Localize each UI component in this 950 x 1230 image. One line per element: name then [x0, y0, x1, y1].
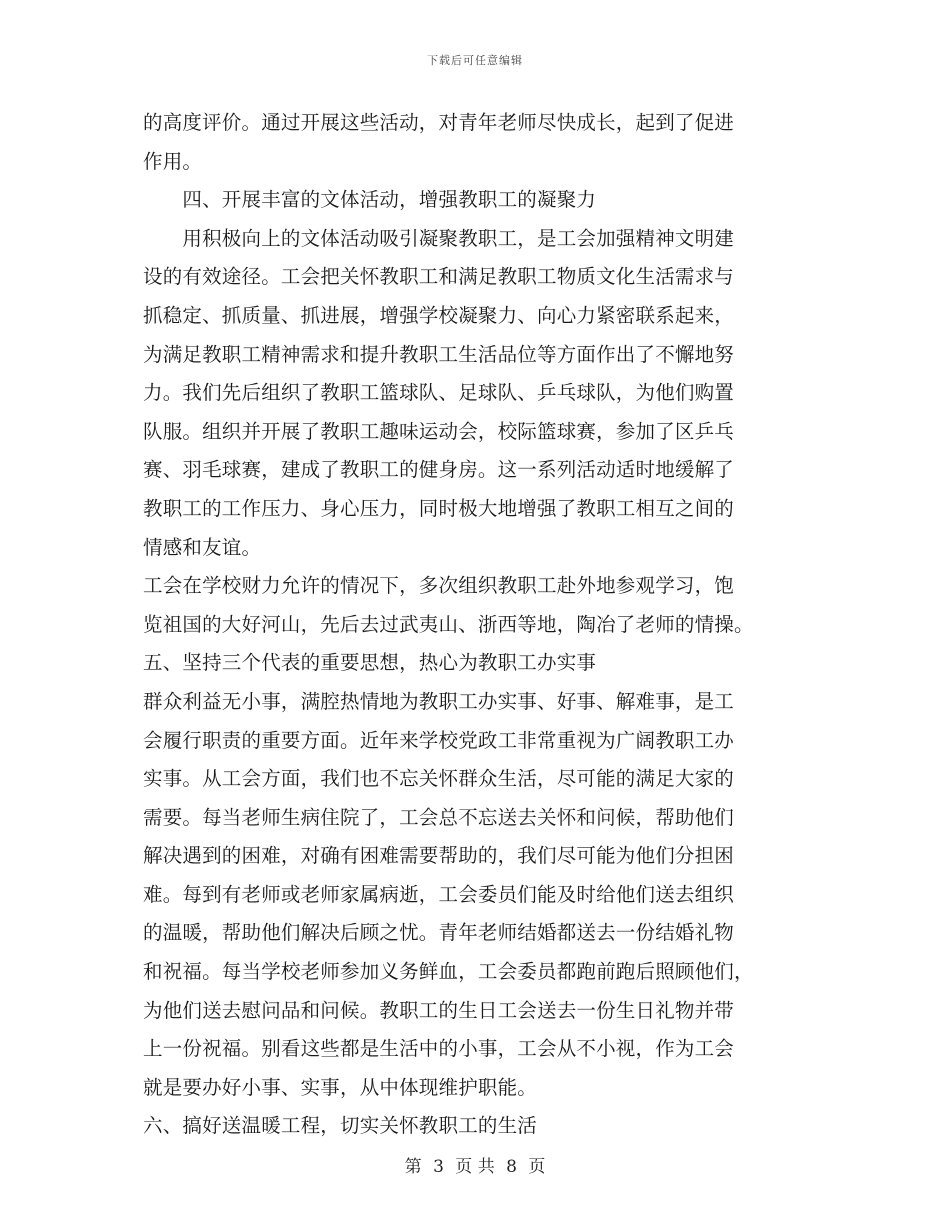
page-header: 下载后可任意编辑 — [427, 54, 523, 67]
text-line: 群众利益无小事，满腔热情地为教职工办实事、好事、解难事，是工 — [143, 689, 735, 713]
text-line: 需要。每当老师生病住院了，工会总不忘送去关怀和问候，帮助他们 — [143, 805, 735, 829]
text-line: 抓稳定、抓质量、抓进展，增强学校凝聚力、向心力紧密联系起来， — [143, 303, 735, 327]
section-heading: 五、坚持三个代表的重要思想，热心为教职工办实事 — [143, 651, 597, 675]
text-line: 为满足教职工精神需求和提升教职工生活品位等方面作出了不懈地努 — [143, 342, 735, 366]
text-line: 用积极向上的文体活动吸引凝聚教职工，是工会加强精神文明建 — [143, 226, 735, 250]
text-line: 览祖国的大好河山，先后去过武夷山、浙西等地，陶冶了老师的情操。 — [143, 612, 754, 636]
text-line: 设的有效途径。工会把关怀教职工和满足教职工物质文化生活需求与 — [143, 265, 735, 289]
text-line: 赛、羽毛球赛，建成了教职工的健身房。这一系列活动适时地缓解了 — [143, 458, 735, 482]
text-line: 实事。从工会方面，我们也不忘关怀群众生活，尽可能的满足大家的 — [143, 767, 735, 791]
text-line: 为他们送去慰问品和问候。教职工的生日工会送去一份生日礼物并带 — [143, 998, 735, 1022]
text-line: 就是要办好小事、实事，从中体现维护职能。 — [143, 1075, 538, 1099]
text-line: 队服。组织并开展了教职工趣味运动会，校际篮球赛，参加了区乒乓 — [143, 419, 735, 443]
text-line: 的高度评价。通过开展这些活动，对青年老师尽快成长，起到了促进 — [143, 111, 735, 134]
page-footer — [0, 1152, 950, 1177]
text-line: 解决遇到的困难，对确有困难需要帮助的，我们尽可能为他们分担困 — [143, 844, 735, 868]
text-line: 上一份祝福。别看这些都是生活中的小事，工会从不小视，作为工会 — [143, 1037, 735, 1061]
text-line: 力。我们先后组织了教职工篮球队、足球队、乒乓球队，为他们购置 — [143, 381, 735, 405]
page-number: 3 — [433, 1157, 444, 1177]
text-line: 作用。 — [143, 149, 203, 173]
text-line: 和祝福。每当学校老师参加义务鲜血，工会委员都跑前跑后照顾他们， — [143, 960, 754, 984]
text-line: 情感和友谊。 — [143, 535, 262, 559]
page-label-suffix: 页 — [528, 1157, 546, 1177]
text-line: 难。每到有老师或老师家属病逝，工会委员们能及时给他们送去组织 — [143, 882, 735, 906]
text-line: 会履行职责的重要方面。近年来学校党政工非常重视为广阔教职工办 — [143, 728, 735, 752]
page-label-middle: 页 共 — [455, 1157, 495, 1177]
text-line: 教职工的工作压力、身心压力，同时极大地增强了教职工相互之间的 — [143, 496, 735, 520]
text-line: 的温暖，帮助他们解决后顾之忧。青年老师结婚都送去一份结婚礼物 — [143, 921, 735, 945]
section-heading: 四、开展丰富的文体活动，增强教职工的凝聚力 — [143, 188, 597, 212]
document-body — [143, 104, 808, 1146]
text-line: 工会在学校财力允许的情况下，多次组织教职工赴外地参观学习，饱 — [143, 574, 735, 598]
page-total: 8 — [506, 1157, 517, 1177]
page-label-prefix: 第 — [404, 1157, 422, 1177]
section-heading: 六、搞好送温暖工程，切实关怀教职工的生活 — [143, 1114, 538, 1138]
